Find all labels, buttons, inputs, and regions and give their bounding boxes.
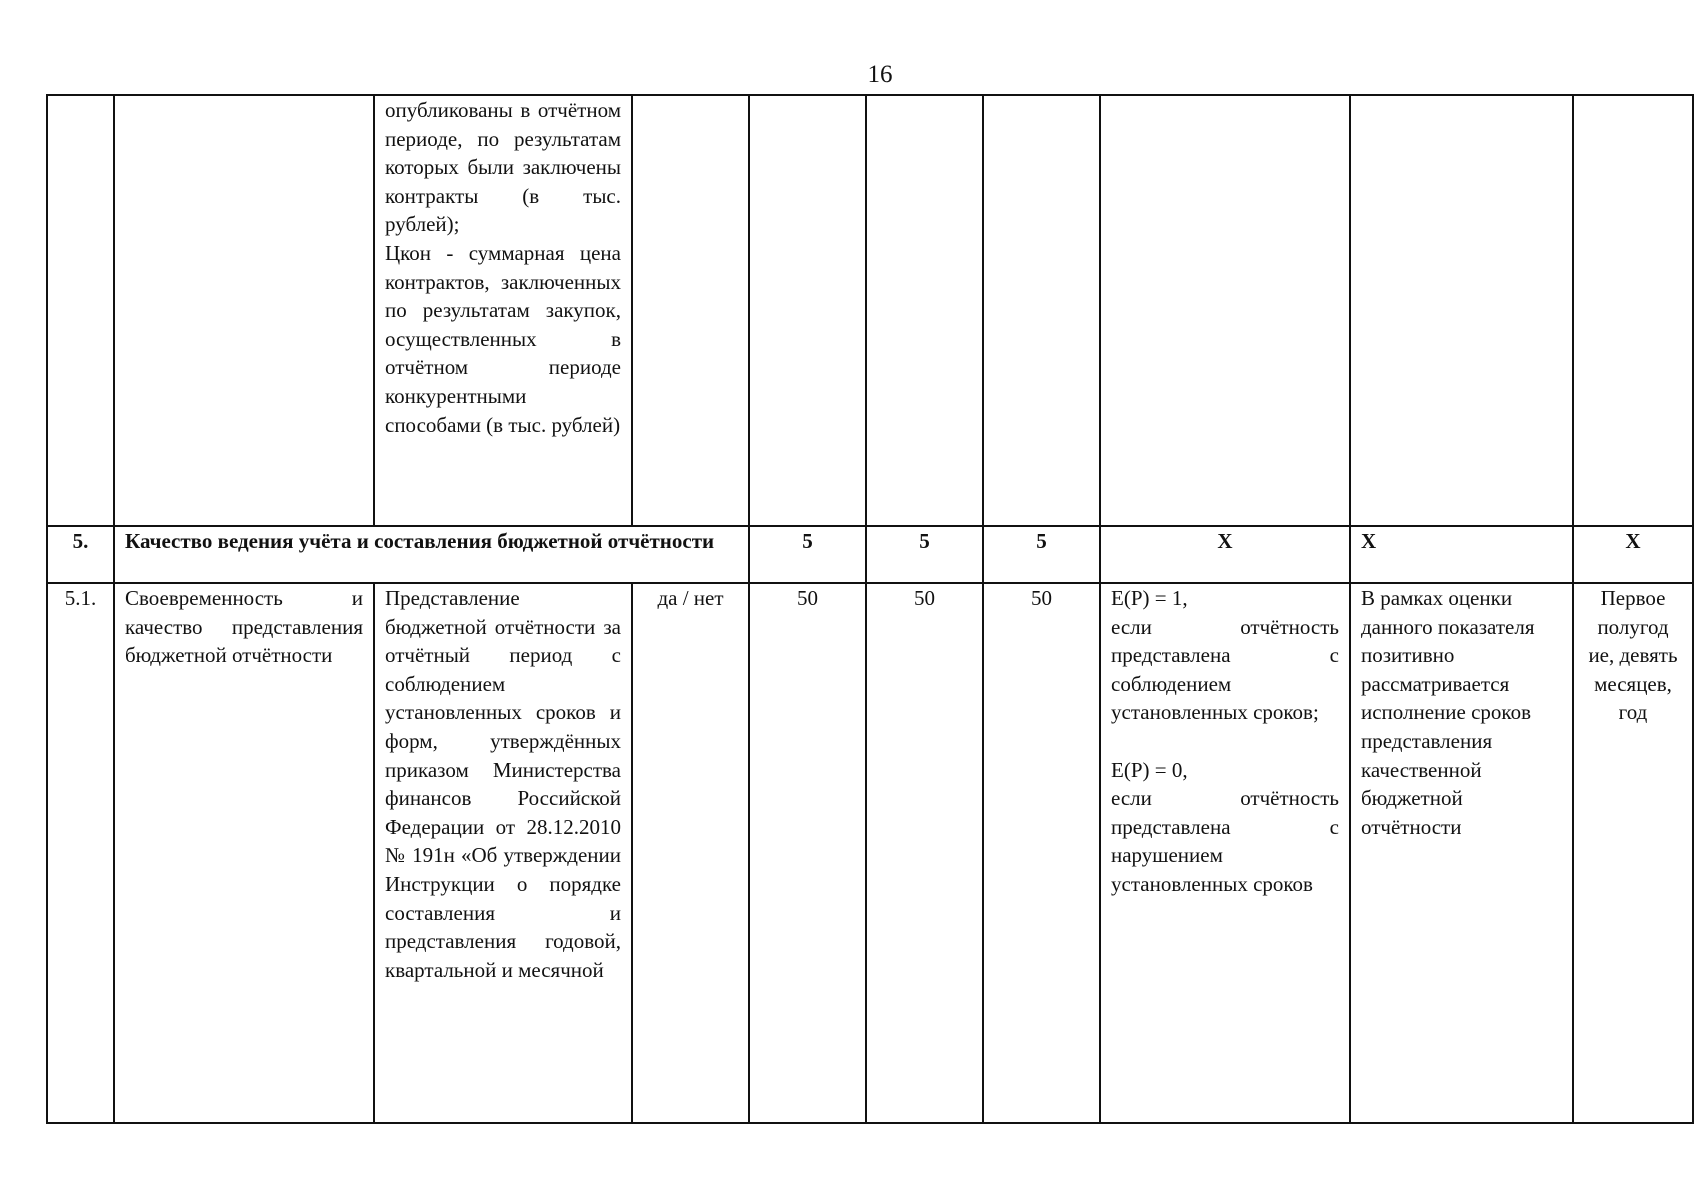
- cell-empty: [1100, 95, 1350, 526]
- section-weight-2: 5: [866, 526, 983, 583]
- periodicity: Первое полугод ие, девять месяцев, год: [1573, 583, 1693, 1123]
- section-weight-1: 5: [749, 526, 866, 583]
- indicator-method-cell: опубликованы в отчётном периоде, по результатам которых были заключены контракты (в тыс. рублей); Цкон - суммарная цена контрактов, заключенных по результатам закупок, осуществленных в отчётном периоде конкурентными способами (в тыс. рублей): [374, 95, 632, 526]
- section-number: 5.: [47, 526, 114, 583]
- cell-empty: [1350, 95, 1573, 526]
- page-number: 16: [867, 61, 893, 88]
- indicators-table: [46, 94, 1694, 1124]
- formula-positive: Е(Р) = 1, если отчётность представлена с соблюдением установленных сроков;: [1111, 586, 1339, 725]
- table-row-5-1: [47, 583, 1693, 1123]
- formula-negative: Е(Р) = 0, если отчётность представлена с нарушением установленных сроков: [1111, 757, 1339, 896]
- row-number: 5.1.: [47, 583, 114, 1123]
- unit-of-measure: да / нет: [632, 583, 749, 1123]
- evaluation-formula: [1100, 583, 1350, 1123]
- cell-empty: [749, 95, 866, 526]
- cell-empty: [866, 95, 983, 526]
- cell-empty: [632, 95, 749, 526]
- indicator-method: Представление бюджетной отчётности за отчётный период с соблюдением установленных сроков и форм, утверждённых приказом Министерства финансов Российской Федерации от 28.12.2010 № 191н «Об утверждении Инструкции о порядке составления и представления годовой, квартальной и месячной: [374, 583, 632, 1123]
- cell-empty: [983, 95, 1100, 526]
- table-row-section-5: [47, 526, 1693, 583]
- weight-2: 50: [866, 583, 983, 1123]
- section-weight-3: 5: [983, 526, 1100, 583]
- indicator-name: Своевременность и качество представления бюджетной отчётности: [114, 583, 374, 1123]
- indicator-comment: В рамках оценки данного показателя позитивно рассматривается исполнение сроков представления качественной бюджетной отчётности: [1350, 583, 1573, 1123]
- cell-empty: [47, 95, 114, 526]
- cell-empty: [114, 95, 374, 526]
- section-mark-3: Х: [1573, 526, 1693, 583]
- section-mark-2: Х: [1350, 526, 1573, 583]
- cell-empty: [1573, 95, 1693, 526]
- weight-3: 50: [983, 583, 1100, 1123]
- section-mark-1: Х: [1100, 526, 1350, 583]
- weight-1: 50: [749, 583, 866, 1123]
- table-row-continuation: [47, 95, 1693, 526]
- section-title: Качество ведения учёта и составления бюджетной отчётности: [114, 526, 749, 583]
